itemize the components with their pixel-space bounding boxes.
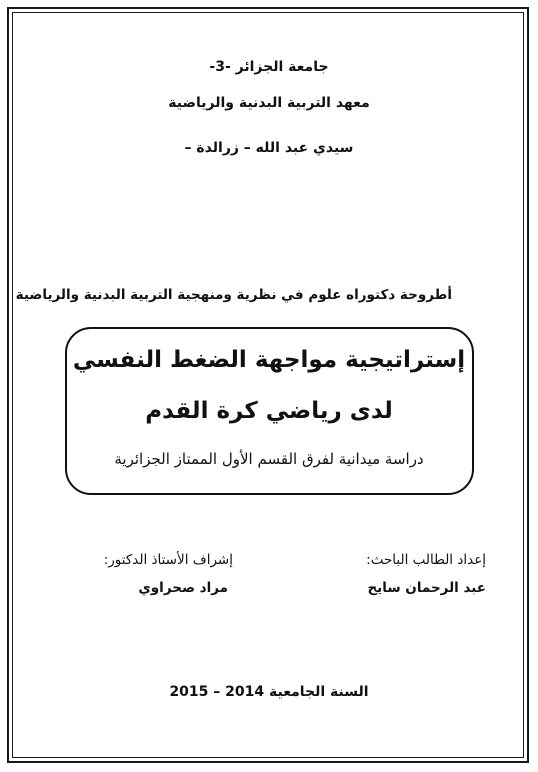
student-name: عبد الرحمان سايح (367, 580, 486, 596)
campus-location: سيدي عبد الله – زرالدة – (184, 140, 354, 156)
student-label: إعداد الطالب الباحث: (366, 552, 486, 568)
thesis-title-line1: إستراتيجية مواجهة الضغط النفسي (72, 347, 466, 373)
university-name: جامعة الجزائر -3- (209, 59, 329, 75)
supervisor-name: مراد صحراوي (138, 580, 228, 596)
institute-name: معهد التربية البدنية والرياضية (168, 95, 370, 111)
academic-year: السنة الجامعية 2014 – 2015 (169, 684, 369, 700)
supervisor-label: إشراف الأستاذ الدكتور: (103, 552, 233, 568)
thesis-title-line2: لدى رياضي كرة القدم (145, 398, 393, 424)
thesis-subtitle: دراسة ميدانية لفرق القسم الأول الممتاز الجزائرية (114, 450, 424, 468)
thesis-type: أطروحة دكتوراه علوم في نظرية ومنهجية التربية البدنية والرياضية (15, 287, 452, 303)
